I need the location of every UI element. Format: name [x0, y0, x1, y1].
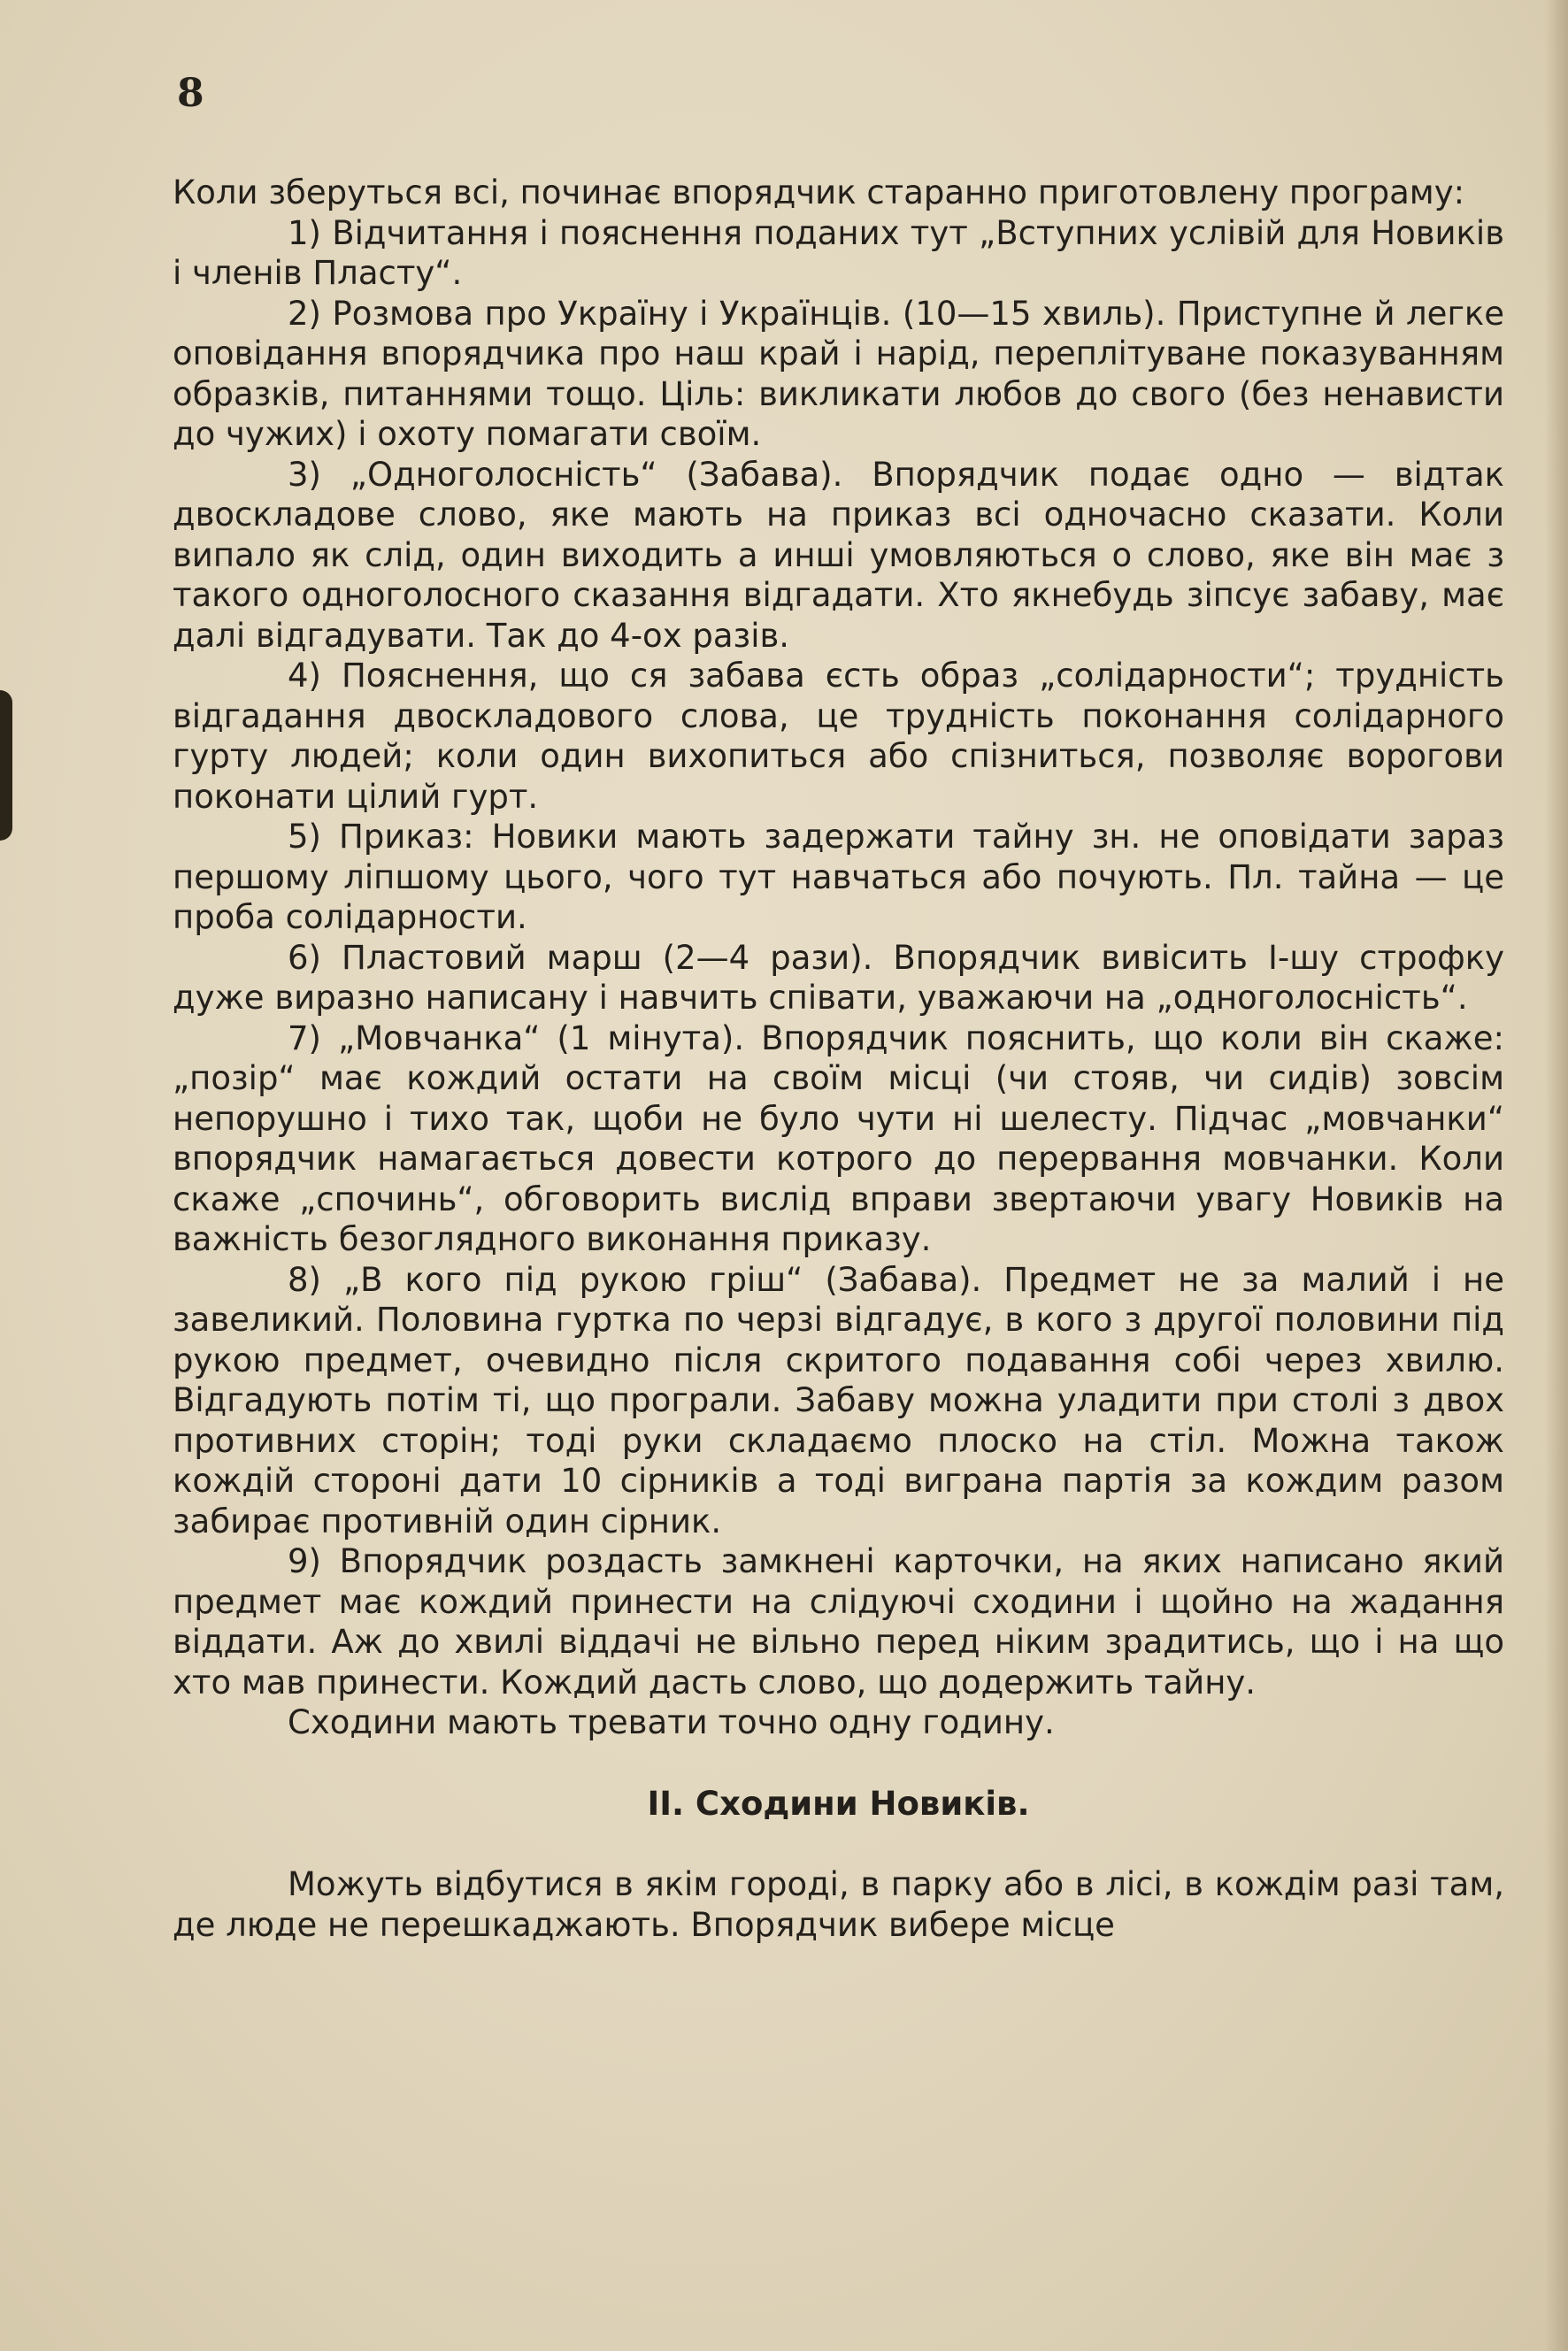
section-heading: II. Сходини Новиків.: [647, 1784, 1030, 1823]
program-item-9: 9) Впорядчик роздасть замкнені карточки, на яких написано який предмет має кождий принести на слідуючі сходини і щойно на жадання віддати. Аж до хвилі віддачі не вільно перед ніким зрадитись, що і на що хто мав принести. Кождий дасть слово, що додержить тайну.: [173, 1542, 1504, 1702]
program-item-5: 5) Приказ: Новики мають задержати тайну зн. не оповідати зараз першому ліпшому цього, чого тут навчаться або почують. Пл. тайна — це проба солідарности.: [173, 818, 1504, 936]
program-item-7: 7) „Мовчанка“ (1 мінута). Впорядчик пояснить, що коли він скаже: „позір“ має кождий остати на своїм місці (чи стояв, чи сидів) зовсім непорушно і тихо так, щоби не було чути ні шелесту. Підчас „мовчанки“ впорядчик намагається довести котрого до перервання мовчанки. Коли скаже „спочинь“, обговорить вислід вправи звертаючи увагу Новиків на важність безоглядного виконання приказу.: [173, 1018, 1504, 1258]
program-item-4: 4) Пояснення, що ся забава єсть образ „солідарности“; трудність відгадання двоскладового слова, це трудність поконання солідарного гурту людей; коли один вихопиться або спізниться, позволяє ворогови поконати цілий гурт.: [173, 657, 1504, 816]
program-item-3: 3) „Одноголосність“ (Забава). Впорядчик подає одно — відтак двоскладове слово, яке мають на приказ всі одночасно сказати. Коли випало як слід, один виходить а инші умовляються о слово, яке він має з такого одноголосного сказання відгадати. Хто якнебудь зіпсує забаву, має далі відгадувати. Так до 4-ох разів.: [173, 455, 1504, 655]
text-body: [173, 173, 1504, 1945]
intro-paragraph: Коли зберуться всі, починає впорядчик старанно приготовлену програму:: [173, 173, 1465, 211]
binding-shadow: [0, 690, 12, 841]
program-item-6: 6) Пластовий марш (2—4 рази). Впорядчик вивісить І-шу строфку дуже виразно написану і навчить співати, уважаючи на „одноголосність“.: [173, 938, 1504, 1017]
page-number: 8: [177, 71, 204, 116]
program-item-8: 8) „В кого під рукою гріш“ (Забава). Предмет не за малий і не завеликий. Половина гуртка по черзі відгадує, в кого з другої половини під рукою предмет, очевидно після скритого подавання собі через хвилю. Відгадують потім ті, що програли. Забаву можна уладити при столі з двох противних сторін; тоді руки складаємо плоско на стіл. Можна також кождій стороні дати 10 сірників а тоді виграна партія за кождим разом забирає противній один сірник.: [173, 1260, 1504, 1540]
closing-paragraph: Можуть відбутися в якім городі, в парку або в лісі, в кождім разі там, де люде не перешкаджають. Впорядчик вибере місце: [173, 1865, 1504, 1944]
program-item-1: 1) Відчитання і пояснення поданих тут „Вступних услівій для Новиків і членів Пласту“.: [173, 213, 1504, 292]
page-edge: [1545, 0, 1568, 2351]
duration-paragraph: Сходини мають тревати точно одну годину.: [288, 1703, 1055, 1741]
program-item-2: 2) Розмова про Україну і Українців. (10—15 хвиль). Приступне й легке оповідання впорядчика про наш край і нарід, переплітуване показуванням образків, питаннями тощо. Ціль: викликати любов до свого (без ненависти до чужих) і охоту помагати своїм.: [173, 294, 1504, 453]
